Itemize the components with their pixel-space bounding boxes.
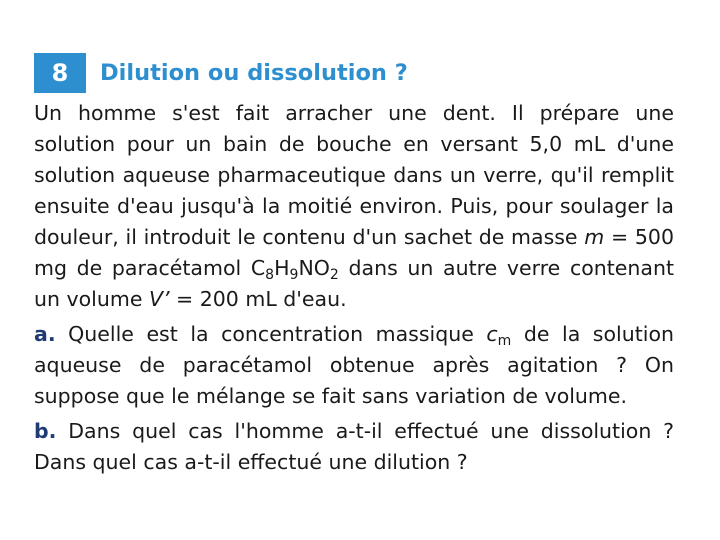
chemical-formula — [250, 256, 339, 283]
exercise-header — [34, 52, 674, 94]
statement-part1: Un homme s'est fait arracher une dent. Il prépare une solution pour un bain de bouche en versant 5,0 mL d'une solution aqueuse pharmaceutique dans un verre, qu'il remplit ensuite d'eau jusqu'à la moitié environ. Puis, pour soulager la douleur, il introduit le contenu d'un sachet de masse — [34, 101, 674, 249]
formula-no: NO — [298, 256, 330, 280]
question-a — [34, 319, 674, 412]
formula-c: C — [250, 256, 266, 280]
formula-h: H — [274, 256, 290, 280]
concentration-symbol-sub: m — [497, 333, 512, 349]
question-b-text: Dans quel cas l'homme a-t-il effectué une dissolution ? Dans quel cas a-t-il effectué une dilution ? — [34, 419, 674, 474]
question-b-letter: b. — [34, 419, 57, 443]
question-b — [34, 416, 674, 478]
exercise — [34, 52, 674, 478]
question-a-text1: Quelle est la concentration massique — [55, 322, 487, 346]
exercise-number-badge: 8 — [34, 53, 86, 93]
exercise-statement — [34, 98, 674, 315]
volume-symbol: V’ — [148, 287, 170, 311]
mass-symbol: m — [584, 225, 605, 249]
formula-c-sub: 8 — [265, 267, 275, 283]
volume-value: = 200 mL d'eau. — [169, 287, 347, 311]
exercise-title: Dilution ou dissolution ? — [100, 60, 408, 86]
formula-o-sub: 2 — [329, 267, 339, 283]
question-a-letter: a. — [34, 322, 56, 346]
statement-part2: dans un autre verre contenant un volume — [34, 256, 674, 311]
question-a-text2: de la solution aqueuse de paracétamol obtenue après agitation ? On suppose que le mélange se fait sans variation de volume. — [34, 322, 674, 408]
mass-value: = 500 mg de paracétamol — [34, 225, 674, 280]
concentration-symbol: c — [486, 322, 498, 346]
formula-h-sub: 9 — [289, 267, 299, 283]
